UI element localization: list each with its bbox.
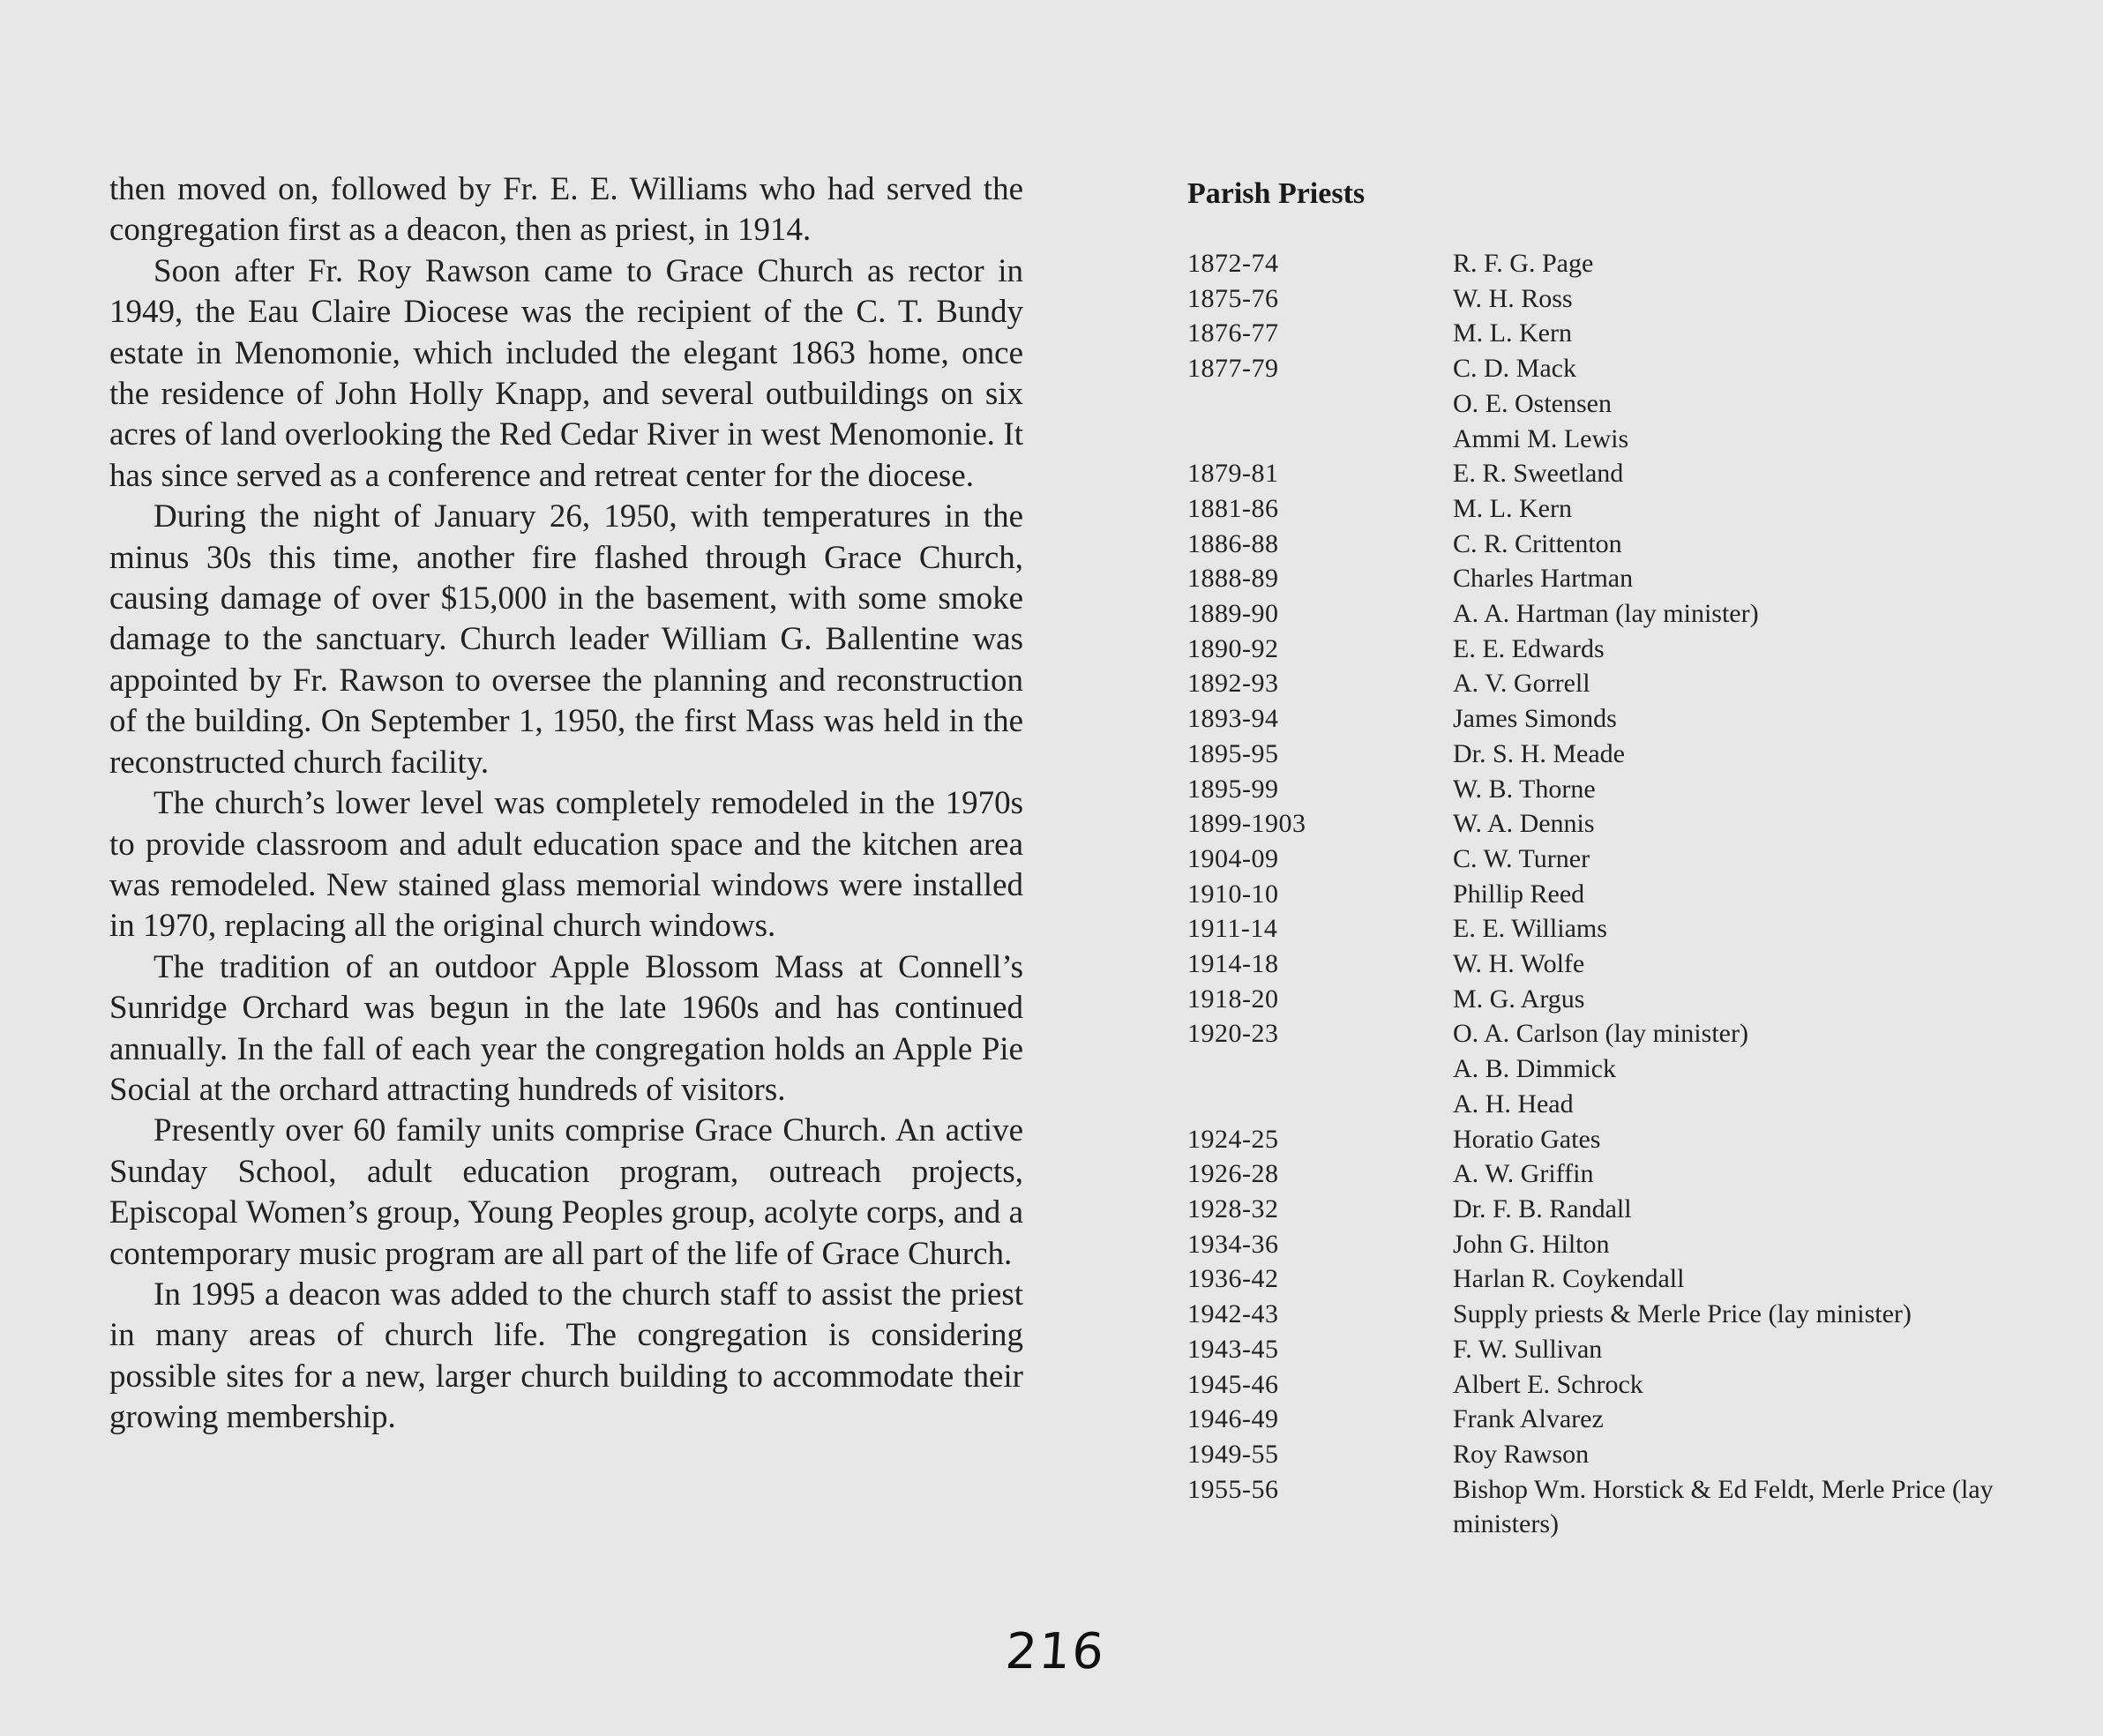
priest-name: O. E. Ostensen <box>1453 388 1612 418</box>
priest-names <box>1453 911 2069 947</box>
priest-name: Charles Hartman <box>1453 564 1634 594</box>
body-paragraph: During the night of January 26, 1950, with temperatures in the minus 30s this time, another fire flashed through Grace Church, causing damage of over $15,000 in the basement, with some smoke damage to the sanctuary. Church leader William G. Ballentine was appointed by Fr. Rawson to oversee the planning and reconstruction of the building. On September 1, 1950, the first Mass was held in the reconstructed church facility. <box>109 498 1023 781</box>
priest-years: 1934-36 <box>1187 1229 1279 1259</box>
parish-priests-list <box>1187 246 2069 1542</box>
priest-entry <box>1187 1227 2069 1262</box>
priest-name: O. A. Carlson (lay minister) <box>1453 1019 1748 1049</box>
priest-name: Frank Alvarez <box>1453 1404 1604 1434</box>
priest-years: 1920-23 <box>1187 1019 1279 1049</box>
priest-name: E. E. Edwards <box>1453 633 1605 663</box>
priest-name: James Simonds <box>1453 704 1617 734</box>
parish-priests-section <box>1187 168 2069 1539</box>
priest-name: C. R. Crittenton <box>1453 528 1622 558</box>
priest-names <box>1453 351 2069 456</box>
priest-years: 1949-55 <box>1187 1439 1279 1469</box>
priest-entry <box>1187 1367 2069 1403</box>
priest-names <box>1453 982 2069 1017</box>
body-paragraph: In 1995 a deacon was added to the church staff to assist the priest in many areas of church life. The congregation is considering possible sites for a new, larger church building to accommodate their growing membership. <box>109 1276 1023 1436</box>
priest-names <box>1453 1156 2069 1192</box>
priest-name: Harlan R. Coykendall <box>1453 1264 1685 1294</box>
priest-years: 1889-90 <box>1187 599 1279 629</box>
priest-years: 1955-56 <box>1187 1474 1279 1504</box>
priest-name: A. V. Gorrell <box>1453 669 1590 699</box>
priest-name: A. A. Hartman (lay minister) <box>1453 599 1759 629</box>
priest-entry <box>1187 527 2069 562</box>
priest-names <box>1453 772 2069 807</box>
priest-name: W. A. Dennis <box>1453 809 1595 839</box>
priest-years: 1928-32 <box>1187 1194 1279 1223</box>
priest-years: 1872-74 <box>1187 249 1279 278</box>
priest-name: M. L. Kern <box>1453 493 1572 523</box>
priest-entry <box>1187 1122 2069 1157</box>
priest-name: Supply priests & Merle Price (lay minister) <box>1453 1299 1912 1329</box>
priest-entry <box>1187 1402 2069 1437</box>
priest-entry <box>1187 737 2069 772</box>
priest-names <box>1453 1227 2069 1262</box>
priest-name: Dr. F. B. Randall <box>1453 1194 1632 1223</box>
priest-name: C. W. Turner <box>1453 843 1590 873</box>
priest-names <box>1453 1367 2069 1403</box>
priest-names <box>1453 1332 2069 1367</box>
priest-entry <box>1187 281 2069 317</box>
priest-years: 1936-42 <box>1187 1264 1279 1294</box>
priest-names <box>1453 246 2069 281</box>
priest-names <box>1453 527 2069 562</box>
priest-names <box>1453 737 2069 772</box>
priest-entry <box>1187 982 2069 1017</box>
priest-entry <box>1187 842 2069 877</box>
priest-entry <box>1187 1332 2069 1367</box>
priest-names <box>1453 632 2069 667</box>
priest-years: 1946-49 <box>1187 1404 1279 1434</box>
priest-entry <box>1187 666 2069 701</box>
body-text-column <box>109 169 1023 1439</box>
priest-names <box>1453 1437 2069 1472</box>
priest-entry <box>1187 701 2069 737</box>
priest-entry <box>1187 596 2069 632</box>
priest-names <box>1453 456 2069 491</box>
priest-names <box>1453 877 2069 912</box>
priest-years: 1888-89 <box>1187 564 1279 594</box>
priest-name: Phillip Reed <box>1453 879 1585 909</box>
priest-names <box>1453 701 2069 737</box>
priest-years: 1926-28 <box>1187 1159 1279 1189</box>
priest-name: A. B. Dimmick <box>1453 1054 1616 1084</box>
priest-years: 1877-79 <box>1187 354 1279 384</box>
priest-name: A. W. Griffin <box>1453 1159 1594 1189</box>
priest-years: 1942-43 <box>1187 1299 1279 1329</box>
priest-years: 1875-76 <box>1187 283 1279 313</box>
priest-years: 1886-88 <box>1187 528 1279 558</box>
priest-entry <box>1187 1261 2069 1297</box>
priest-name: M. L. Kern <box>1453 318 1572 348</box>
priest-years: 1899-1903 <box>1187 809 1306 839</box>
priest-entry <box>1187 1297 2069 1332</box>
priest-entry <box>1187 772 2069 807</box>
parish-priests-heading: Parish Priests <box>1187 177 1366 210</box>
priest-name: Bishop Wm. Horstick & Ed Feldt, Merle Price (lay ministers) <box>1453 1474 1994 1539</box>
priest-name: John G. Hilton <box>1453 1229 1610 1259</box>
priest-name: W. H. Ross <box>1453 283 1573 313</box>
priest-names <box>1453 1297 2069 1332</box>
body-paragraph: Soon after Fr. Roy Rawson came to Grace Church as rector in 1949, the Eau Claire Diocese was the recipient of the C. T. Bundy estate in Menomonie, which included the elegant 1863 home, once the residence of John Holly Knapp, and several outbuildings on six acres of land overlooking the Red Cedar River in west Menomonie. It has since served as a conference and retreat center for the diocese. <box>109 252 1023 494</box>
priest-years: 1881-86 <box>1187 493 1279 523</box>
body-paragraph: The tradition of an outdoor Apple Blossom Mass at Connell’s Sunridge Orchard was begun in the late 1960s and has continued annually. In the fall of each year the congregation holds an Apple Pie Social at the orchard attracting hundreds of visitors. <box>109 948 1023 1108</box>
priest-years: 1892-93 <box>1187 669 1279 699</box>
priest-entry <box>1187 806 2069 842</box>
priest-entry <box>1187 246 2069 281</box>
priest-entry <box>1187 877 2069 912</box>
priest-years: 1895-95 <box>1187 738 1279 768</box>
priest-names <box>1453 491 2069 527</box>
body-paragraph: Presently over 60 family units comprise Grace Church. An active Sunday School, adult education program, outreach projects, Episcopal Women’s group, Young Peoples group, acolyte corps, and a contemporary music program are all part of the life of Grace Church. <box>109 1112 1023 1272</box>
priest-name: F. W. Sullivan <box>1453 1334 1603 1364</box>
priest-name: R. F. G. Page <box>1453 249 1594 278</box>
priest-years: 1904-09 <box>1187 843 1279 873</box>
priest-names <box>1453 806 2069 842</box>
priest-entry <box>1187 632 2069 667</box>
priest-entry <box>1187 561 2069 596</box>
priest-name: E. E. Williams <box>1453 914 1607 944</box>
priest-entry <box>1187 351 2069 456</box>
priest-years: 1918-20 <box>1187 984 1279 1014</box>
priest-names <box>1453 281 2069 317</box>
priest-years: 1890-92 <box>1187 633 1279 663</box>
priest-years: 1943-45 <box>1187 1334 1279 1364</box>
priest-entry <box>1187 1472 2069 1542</box>
priest-names <box>1453 316 2069 351</box>
priest-names <box>1453 1016 2069 1121</box>
priest-name: A. H. Head <box>1453 1089 1574 1119</box>
priest-entry <box>1187 456 2069 491</box>
priest-name: Horatio Gates <box>1453 1124 1601 1154</box>
priest-name: C. D. Mack <box>1453 354 1576 384</box>
priest-entry <box>1187 1156 2069 1192</box>
priest-name: Ammi M. Lewis <box>1453 423 1629 453</box>
priest-entry <box>1187 1192 2069 1227</box>
priest-name: E. R. Sweetland <box>1453 459 1624 489</box>
priest-entry <box>1187 947 2069 982</box>
priest-entry <box>1187 491 2069 527</box>
priest-names <box>1453 1261 2069 1297</box>
priest-name: Dr. S. H. Meade <box>1453 738 1625 768</box>
priest-entry <box>1187 316 2069 351</box>
priest-years: 1911-14 <box>1187 914 1278 944</box>
body-paragraph: The church’s lower level was completely remodeled in the 1970s to provide classroom and adult education space and the kitchen area was remodeled. New stained glass memorial windows were installed in 1970, replacing all the original church windows. <box>109 785 1023 945</box>
priest-entry <box>1187 911 2069 947</box>
priest-name: Albert E. Schrock <box>1453 1369 1643 1399</box>
priest-entry <box>1187 1016 2069 1121</box>
priest-years: 1893-94 <box>1187 704 1279 734</box>
priest-names <box>1453 1472 2069 1542</box>
priest-years: 1895-99 <box>1187 774 1279 804</box>
priest-name: Roy Rawson <box>1453 1439 1590 1469</box>
priest-years: 1876-77 <box>1187 318 1279 348</box>
priest-years: 1924-25 <box>1187 1124 1279 1154</box>
body-paragraph: then moved on, followed by Fr. E. E. Williams who had served the congregation first as a deacon, then as priest, in 1914. <box>109 171 1023 249</box>
priest-names <box>1453 842 2069 877</box>
priest-name: W. H. Wolfe <box>1453 949 1585 979</box>
priest-years: 1945-46 <box>1187 1369 1279 1399</box>
priest-names <box>1453 947 2069 982</box>
priest-names <box>1453 666 2069 701</box>
priest-years: 1910-10 <box>1187 879 1279 909</box>
priest-names <box>1453 596 2069 632</box>
priest-name: W. B. Thorne <box>1453 774 1596 804</box>
priest-name: M. G. Argus <box>1453 984 1585 1014</box>
priest-names <box>1453 1402 2069 1437</box>
priest-names <box>1453 1122 2069 1157</box>
priest-names <box>1453 561 2069 596</box>
priest-years: 1879-81 <box>1187 459 1279 489</box>
priest-entry <box>1187 1437 2069 1472</box>
priest-years: 1914-18 <box>1187 949 1279 979</box>
priest-names <box>1453 1192 2069 1227</box>
page-number: 216 <box>1003 1623 1108 1680</box>
